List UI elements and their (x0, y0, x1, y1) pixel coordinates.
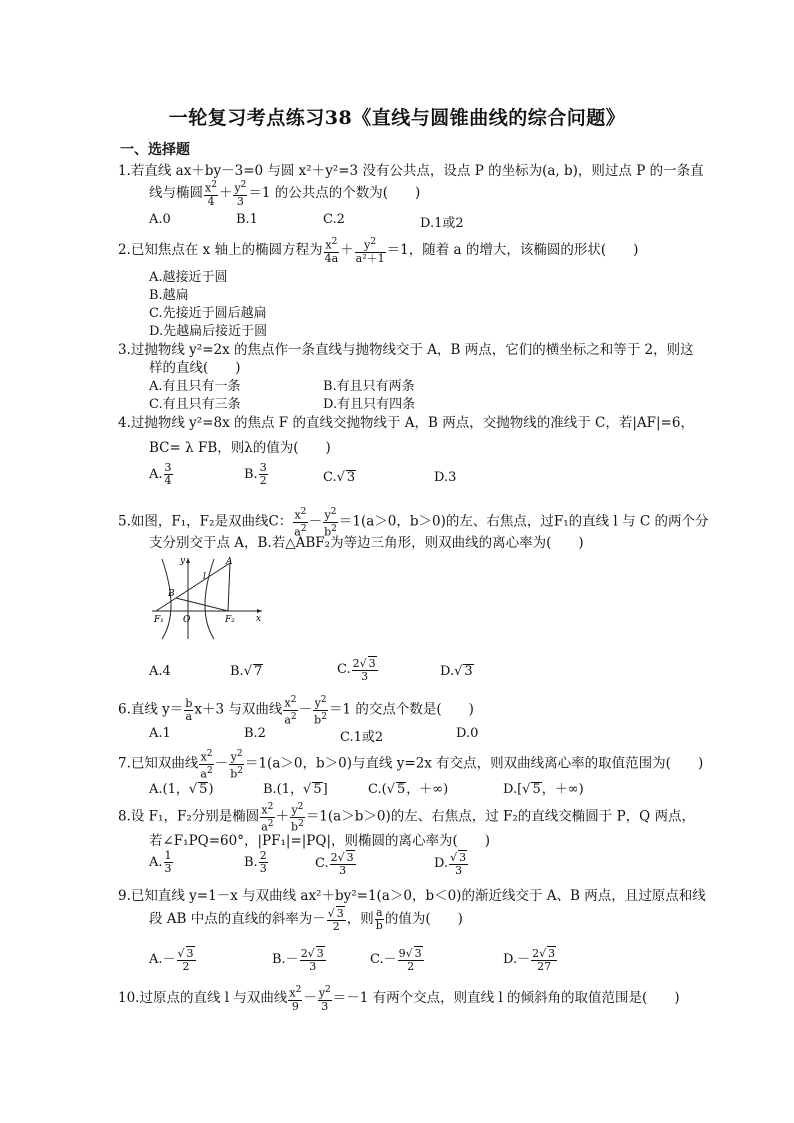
q9-option-d: D.－ $\frac{2√ 3}{27}$ (503, 947, 556, 973)
q2-option-c: C.先接近于圆后越扁 (149, 306, 267, 321)
q1-option-a: A.0 (149, 212, 171, 227)
right-branch (205, 559, 214, 639)
q4-line2: BC= λ FB，则λ的值为( ) (149, 440, 331, 456)
q4-option-c: C.√ 3 (323, 470, 356, 485)
label-l: l (203, 572, 206, 582)
segment-af2 (228, 563, 230, 611)
q4-option-a: A. $\frac{3}{4}$ (149, 461, 172, 487)
y-axis-arrow (186, 558, 190, 563)
q5-option-b: B.√ 7 (230, 664, 263, 679)
q6-option-a: A.1 (149, 726, 171, 741)
left-branch (162, 559, 171, 639)
q8-option-d: D. $\frac{√ 3}{3}$ (434, 851, 467, 877)
q2-line1: 2.已知焦点在 x 轴上的椭圆方程为 $\frac{x^2}{4a}$ ＋ $\frac{y^2}{\text{a²＋1}}$ ＝1，随着 a 的增大，该椭圆的形状( ) (118, 237, 639, 265)
q5-line1: 5.如图，F₁，F₂是双曲线C： $\frac{x^2}{a^2}$ － $\frac{y^2}{b^2}$ ＝1(a＞0，b＞0)的左、右焦点，过F₁的直线 l 与 C 的两个分 (118, 507, 709, 539)
q7-option-c: C.(√ 5，＋∞) (368, 782, 449, 797)
q5-option-d: D.√ 3 (440, 664, 473, 679)
label-o: O (183, 615, 191, 625)
q9-option-a: A.－ $\frac{√ 3}{2}$ (149, 947, 194, 973)
q3-option-b: B.有且只有两条 (323, 379, 415, 394)
label-f2: F₂ (225, 615, 235, 625)
q4-option-b: B. $\frac{3}{2}$ (244, 461, 267, 487)
q9-line1: 9.已知直线 y=1－x 与双曲线 ax²＋by²=1(a＞0，b＜0)的渐近线交于 A、B 两点，且过原点和线 (118, 888, 706, 904)
q2-option-a: A.越接近于圆 (149, 270, 228, 285)
q1-line1: 1.若直线 ax＋by－3=0 与圆 x²＋y²=3 没有公共点，设点 P 的坐标为(a, b)，则过点 P 的一条直 (118, 163, 704, 179)
q6-option-b: B.2 (244, 726, 266, 741)
label-a: A (226, 557, 233, 567)
q1-option-b: B.1 (236, 212, 258, 227)
q3-option-a: A.有且只有一条 (149, 379, 241, 394)
q3-option-c: C.有且只有三条 (149, 397, 241, 412)
q3-line1: 3.过抛物线 y²=2x 的焦点作一条直线与抛物线交于 A，B 两点，它们的横坐标之和等于 2，则这 (118, 342, 694, 358)
q7-option-d: D.[√ 5，＋∞) (503, 782, 584, 797)
q1-option-c: C.2 (323, 212, 345, 227)
q10-line1: 10.过原点的直线 l 与双曲线 $\frac{x^2}{9}$ － $\frac{y^2}{3}$ ＝－1 有两个交点，则直线 l 的倾斜角的取值范围是( ) (118, 985, 680, 1013)
q2-option-d: D.先越扁后接近于圆 (149, 324, 268, 339)
label-y: y (180, 556, 186, 566)
q8-option-c: C. $\frac{2√ 3}{3}$ (315, 851, 354, 877)
q4-line1: 4.过抛物线 y²=8x 的焦点 F 的直线交抛物线于 A，B 两点，交抛物线的准线于 C，若|AF|=6， (118, 415, 694, 431)
q8-option-a: A. $\frac{1}{3}$ (149, 849, 172, 875)
label-b: B (168, 589, 175, 599)
q9-option-b: B.－ $\frac{2√ 3}{3}$ (272, 947, 324, 973)
q8-line1: 8.设 F₁，F₂分别是椭圆 $\frac{x^2}{a^2}$ ＋ $\frac{y^2}{b^2}$ ＝1(a＞b＞0)的左、右焦点，过 F₂的直线交椭圆于 P，Q 两点， (118, 802, 696, 834)
section-heading: 一、选择题 (120, 142, 190, 158)
q6-option-c: C.1或2 (340, 730, 384, 745)
x-axis-arrow (257, 609, 262, 613)
q5-option-a: A.4 (149, 664, 171, 679)
hyperbola-figure (150, 555, 266, 641)
segment-bf2 (176, 598, 228, 611)
line-l (156, 563, 230, 611)
q1-option-d: D.1或2 (420, 216, 464, 231)
q3-line2: 样的直线( ) (149, 360, 241, 376)
q8-option-b: B. $\frac{2}{3}$ (244, 849, 267, 875)
q4-option-d: D.3 (434, 470, 457, 485)
q7-option-b: B.(1，√ 5] (263, 782, 328, 797)
q9-line2: 段 AB 中点的直线的斜率为－ $\frac{√ 3}{2}$ ，则 $\frac{a}{b}$ 的值为( ) (149, 906, 463, 933)
q6-option-d: D.0 (456, 726, 479, 741)
q7-option-a: A.(1，√ 5) (149, 782, 214, 797)
q9-option-c: C.－ $\frac{9√ 3}{2}$ (370, 947, 422, 973)
q6-line1: 6.直线 y＝ $\frac{b}{a}$ x＋3 与双曲线 $\frac{x^2}{a^2}$ － $\frac{y^2}{b^2}$ ＝1 的交点个数是( ) (118, 695, 474, 727)
q3-option-d: D.有且只有四条 (323, 397, 416, 412)
q1-line2: 线与椭圆 $\frac{x^2}{4}$ ＋ $\frac{y^2}{3}$ ＝1 的公共点的个数为( ) (149, 180, 421, 208)
label-f1: F₁ (154, 615, 164, 625)
q7-line1: 7.已知双曲线 $\frac{x^2}{a^2}$ － $\frac{y^2}{b^2}$ ＝1(a＞0，b＞0)与直线 y=2x 有交点，则双曲线离心率的取值范围为( ) (118, 749, 704, 781)
q2-option-b: B.越扁 (149, 288, 189, 303)
label-x: x (256, 614, 262, 624)
page-title: 一轮复习考点练习38《直线与圆锥曲线的综合问题》 (168, 107, 626, 129)
q8-line2: 若∠F₁PQ=60°，|PF₁|=|PQ|，则椭圆的离心率为( ) (149, 833, 491, 849)
q5-option-c: C. $\frac{2√ 3}{3}$ (337, 657, 376, 683)
q5-line2: 支分别交于点 A，B.若△ABF₂为等边三角形，则双曲线的离心率为( ) (149, 535, 584, 551)
